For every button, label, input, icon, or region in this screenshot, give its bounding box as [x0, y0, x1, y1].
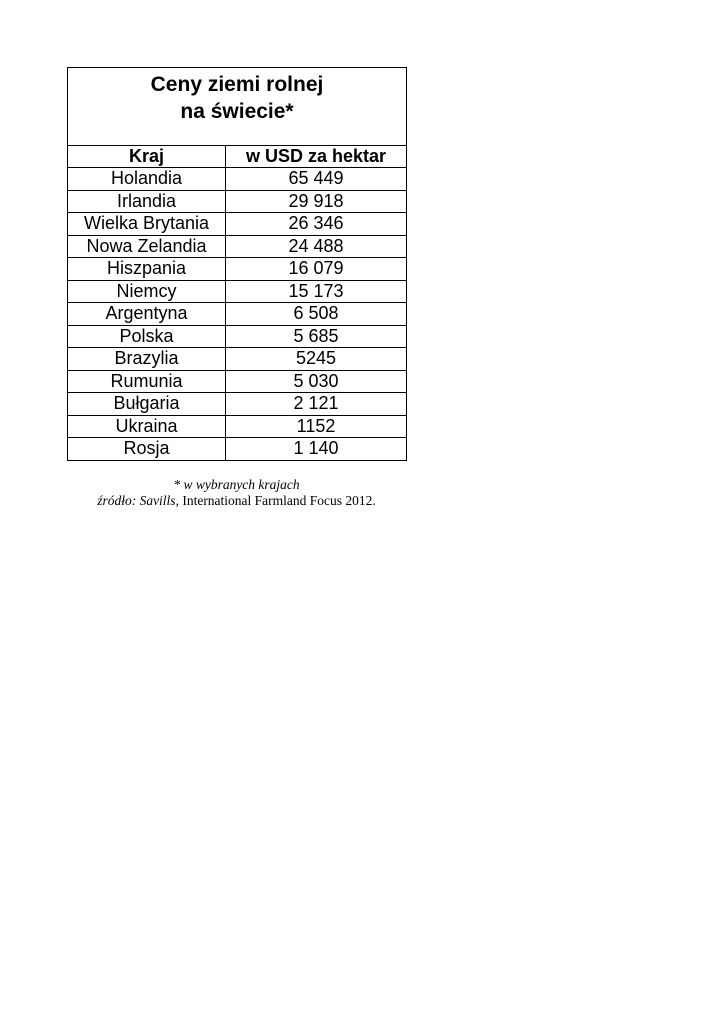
value-cell: 6 508 [226, 303, 407, 326]
table-row [68, 348, 407, 371]
country-cell: Nowa Zelandia [68, 235, 226, 258]
country-cell: Bułgaria [68, 393, 226, 416]
value-cell: 1152 [226, 415, 407, 438]
value-cell: 26 346 [226, 213, 407, 236]
col-header-country: Kraj [68, 146, 226, 168]
country-cell: Ukraina [68, 415, 226, 438]
table-row [68, 190, 407, 213]
value-cell: 15 173 [226, 280, 407, 303]
country-cell: Rosja [68, 438, 226, 461]
table-row [68, 258, 407, 281]
table-title-line1: Ceny ziemi rolnej [150, 73, 324, 96]
table-title-row [68, 68, 407, 146]
value-cell: 5245 [226, 348, 407, 371]
country-cell: Niemcy [68, 280, 226, 303]
country-cell: Argentyna [68, 303, 226, 326]
table-title-line2: na świecie* [180, 100, 294, 123]
country-cell: Wielka Brytania [68, 213, 226, 236]
table-row [68, 393, 407, 416]
value-cell: 1 140 [226, 438, 407, 461]
country-cell: Brazylia [68, 348, 226, 371]
footnote-selected-countries: * w wybranych krajach [173, 477, 300, 492]
table-row [68, 370, 407, 393]
value-cell: 24 488 [226, 235, 407, 258]
value-cell: 2 121 [226, 393, 407, 416]
table-title [68, 68, 407, 146]
country-cell: Hiszpania [68, 258, 226, 281]
value-cell: 65 449 [226, 168, 407, 191]
country-cell: Irlandia [68, 190, 226, 213]
country-cell: Polska [68, 325, 226, 348]
table-row [68, 213, 407, 236]
table-row [68, 168, 407, 191]
table-header-row [68, 146, 407, 168]
table-row [68, 280, 407, 303]
table-row [68, 235, 407, 258]
table-row [68, 303, 407, 326]
table-row [68, 415, 407, 438]
country-cell: Rumunia [68, 370, 226, 393]
footnote-source-title: International Farmland Focus 2012. [178, 493, 376, 508]
footnote-source-publisher: źródło: Savills, [97, 493, 179, 508]
table-row [68, 325, 407, 348]
country-cell: Holandia [68, 168, 226, 191]
footnotes [67, 477, 406, 509]
footnote-source [67, 493, 406, 509]
value-cell: 5 030 [226, 370, 407, 393]
col-header-price: w USD za hektar [226, 146, 407, 168]
value-cell: 29 918 [226, 190, 407, 213]
table-row [68, 438, 407, 461]
farmland-price-table [67, 67, 407, 461]
value-cell: 16 079 [226, 258, 407, 281]
value-cell: 5 685 [226, 325, 407, 348]
